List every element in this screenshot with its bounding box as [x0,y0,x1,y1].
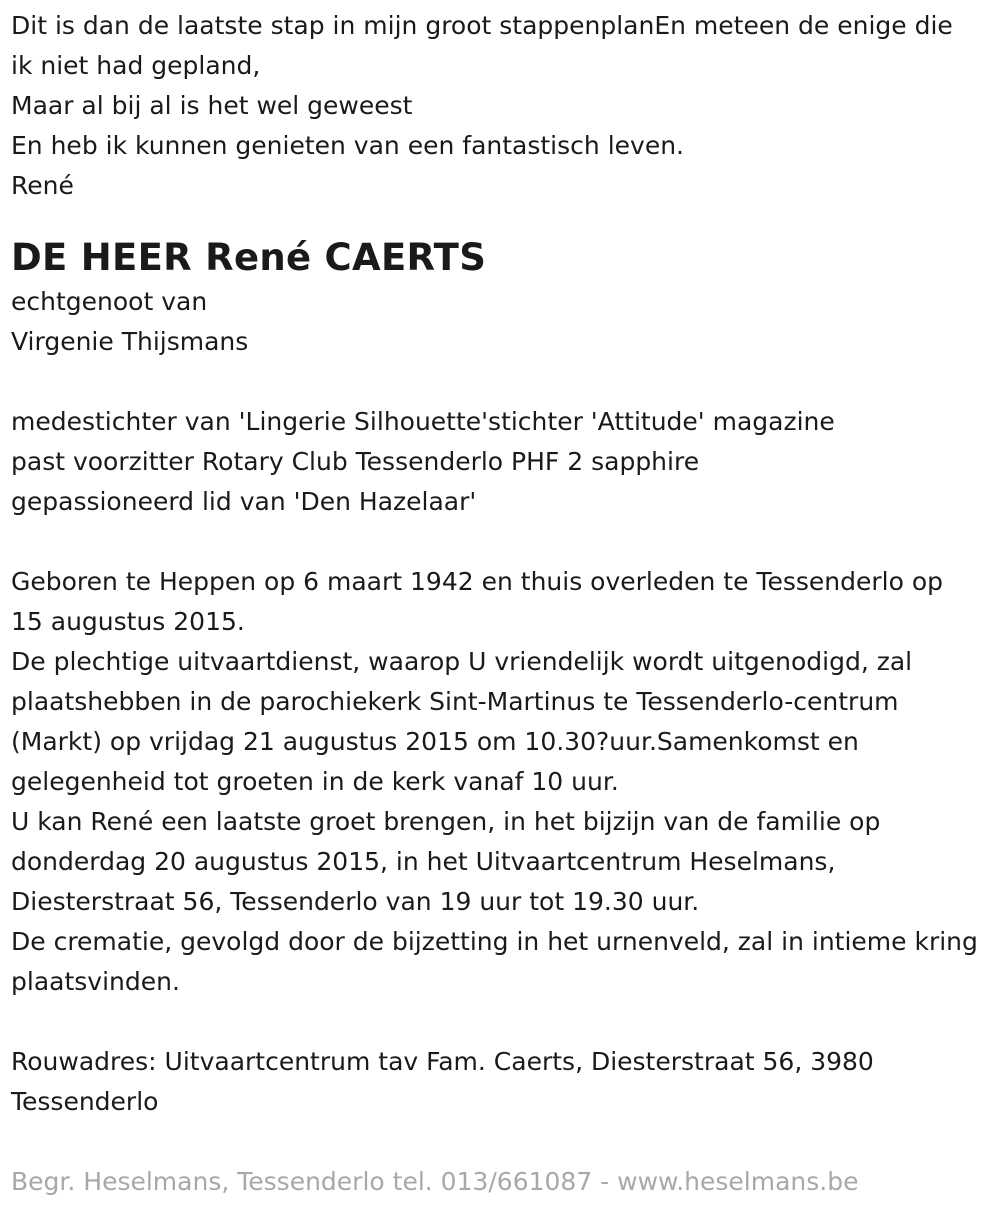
visitation-text: U kan René een laatste groet brengen, in het bijzijn van de familie op donderdag 20 augustus 2015, in het Uitvaartcentrum Heselmans, Diesterstraat 56, Tessenderlo van 19 uur tot 19.30 uur. [11,807,881,916]
funeral-home-footer: Begr. Heselmans, Tessenderlo tel. 013/661087 - www.heselmans.be [11,1167,859,1196]
poem-line: Dit is dan de laatste stap in mijn groot stappenplanEn meteen de enige die ik niet had gepland, [11,11,953,80]
spacer [11,1002,980,1042]
spacer [11,522,980,562]
spacer [11,362,980,402]
role-line: medestichter van 'Lingerie Silhouette'stichter 'Attitude' magazine [11,407,835,436]
role-line: past voorzitter Rotary Club Tessenderlo PHF 2 sapphire [11,447,700,476]
roles-block [11,402,980,522]
poem-line: En heb ik kunnen genieten van een fantastisch leven. [11,131,684,160]
birth-death-text: Geboren te Heppen op 6 maart 1942 en thuis overleden te Tessenderlo op 15 augustus 2015. [11,567,943,636]
relation-text: echtgenoot van [11,287,208,316]
poem-signature: René [11,171,74,200]
mourning-address: Rouwadres: Uitvaartcentrum tav Fam. Caerts, Diesterstraat 56, 3980 Tessenderlo [11,1047,874,1116]
deceased-name: DE HEER René CAERTS [11,236,487,279]
cremation-text: De crematie, gevolgd door de bijzetting in het urnenveld, zal in intieme kring plaatsvinden. [11,927,978,996]
poem [11,6,980,206]
poem-line: Maar al bij al is het wel geweest [11,91,413,120]
spouse-block [11,282,980,362]
details-block [11,562,980,1002]
funeral-service-text: De plechtige uitvaartdienst, waarop U vriendelijk wordt uitgenodigd, zal plaatshebben in de parochiekerk Sint-Martinus te Tessenderlo-centrum (Markt) op vrijdag 21 augustus 2015 om 10.30?uur.Samenkomst en gelegenheid tot groeten in de kerk vanaf 10 uur. [11,647,913,796]
role-line: gepassioneerd lid van 'Den Hazelaar' [11,487,477,516]
spouse-name: Virgenie Thijsmans [11,327,249,356]
